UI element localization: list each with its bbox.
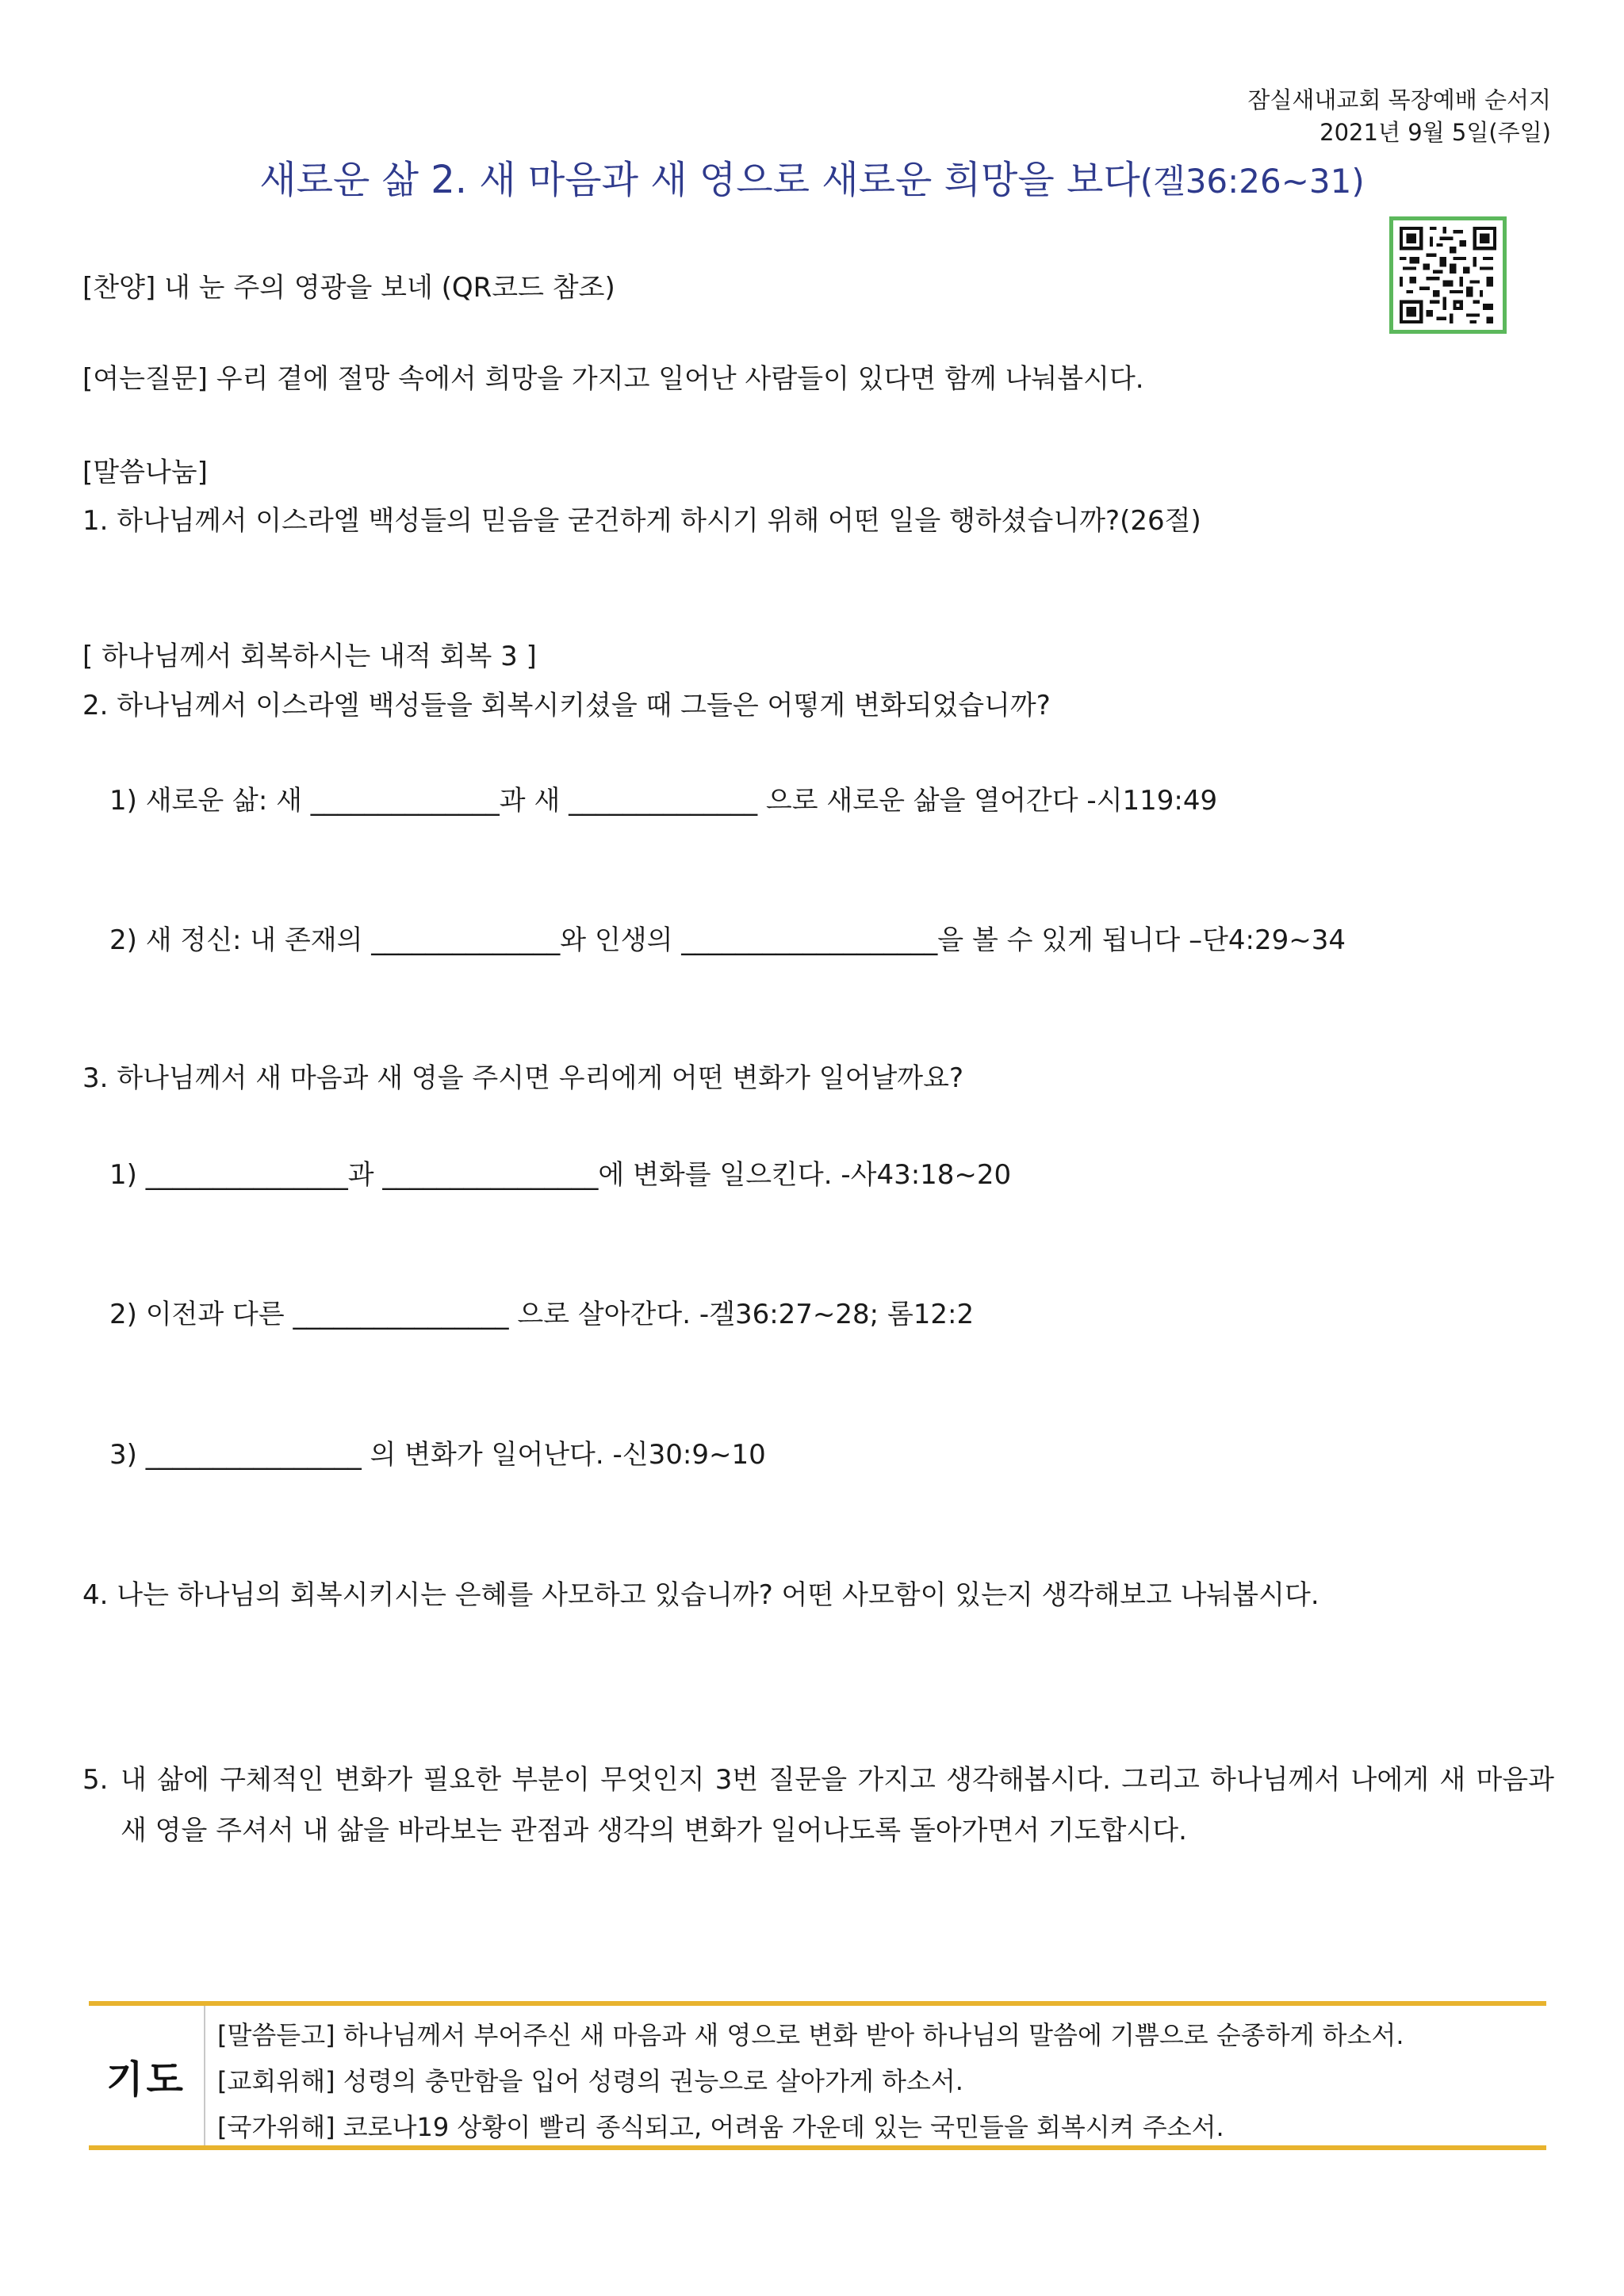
prayer-line-nation: [국가위해] 코로나19 상황이 빨리 종식되고, 어려움 가운데 있는 국민들을 회복시켜 주소서. (217, 2112, 1224, 2142)
question-2-item-1: 1) 새로운 삶: 새 ______________과 새 ______________ 으로 새로운 삶을 열어간다 -시119:49 (109, 785, 1218, 817)
question-4: 4. 나는 하나님의 회복시키시는 은혜를 사모하고 있습니까? 어떤 사모함이 있는지 생각해보고 나눠봅시다. (82, 1579, 1320, 1611)
title-main: 새로운 삶 2. 새 마음과 새 영으로 새로운 희망을 보다 (259, 158, 1140, 202)
praise-line: [찬양] 내 눈 주의 영광을 보네 (QR코드 참조) (82, 272, 615, 304)
inner-restoration-heading: [ 하나님께서 회복하시는 내적 회복 3 ] (82, 641, 537, 672)
title-reference: (겔36:26~31) (1139, 162, 1365, 201)
question-5-text: 내 삶에 구체적인 변화가 필요한 부분이 무엇인지 3번 질문을 가지고 생각해봅시다. 그리고 하나님께서 나에게 새 마음과 새 영을 주셔서 내 삶을 바라보는 관점과 생각의 변화가 일어나도록 돌아가면서 기도합시다. (121, 1764, 1554, 1846)
prayer-box (89, 2001, 1546, 2150)
question-3-item-1: 1) _______________과 ________________에 변화를 일으킨다. -사43:18~20 (109, 1159, 1012, 1191)
question-3-item-2: 2) 이전과 다른 ________________ 으로 살아간다. -겔36:27~28; 롬12:2 (109, 1299, 975, 1330)
opening-question: [여는질문] 우리 곁에 절망 속에서 희망을 가지고 일어난 사람들이 있다면 함께 나눠봅시다. (82, 363, 1144, 395)
sharing-heading: [말씀나눔] (82, 457, 208, 488)
qr-code-icon[interactable] (1389, 216, 1507, 334)
prayer-label: 기도 (89, 2006, 205, 2145)
page-title (0, 149, 1624, 204)
church-header: 잠실새내교회 목장예배 순서지 (1247, 86, 1551, 113)
question-5-number: 5. (82, 1764, 109, 1796)
prayer-lines (217, 2012, 1404, 2150)
question-2: 2. 하나님께서 이스라엘 백성들을 회복시키셨을 때 그들은 어떻게 변화되었습니까? (82, 690, 1051, 721)
question-5 (82, 1755, 1554, 1856)
prayer-line-church: [교회위해] 성령의 충만함을 입어 성령의 권능으로 살아가게 하소서. (217, 2066, 963, 2096)
question-3-item-3: 3) ________________ 의 변화가 일어난다. -신30:9~10 (109, 1439, 766, 1471)
question-2-item-2: 2) 새 정신: 내 존재의 ______________와 인생의 ___________________을 볼 수 있게 됩니다 –단4:29~34 (109, 924, 1346, 956)
question-1: 1. 하나님께서 이스라엘 백성들의 믿음을 굳건하게 하시기 위해 어떤 일을 행하셨습니까?(26절) (82, 505, 1201, 537)
service-date: 2021년 9월 5일(주일) (1320, 119, 1551, 146)
prayer-line-word: [말씀듣고] 하나님께서 부어주신 새 마음과 새 영으로 변화 받아 하나님의 말씀에 기쁨으로 순종하게 하소서. (217, 2020, 1404, 2050)
question-3: 3. 하나님께서 새 마음과 새 영을 주시면 우리에게 어떤 변화가 일어날까요? (82, 1062, 964, 1094)
